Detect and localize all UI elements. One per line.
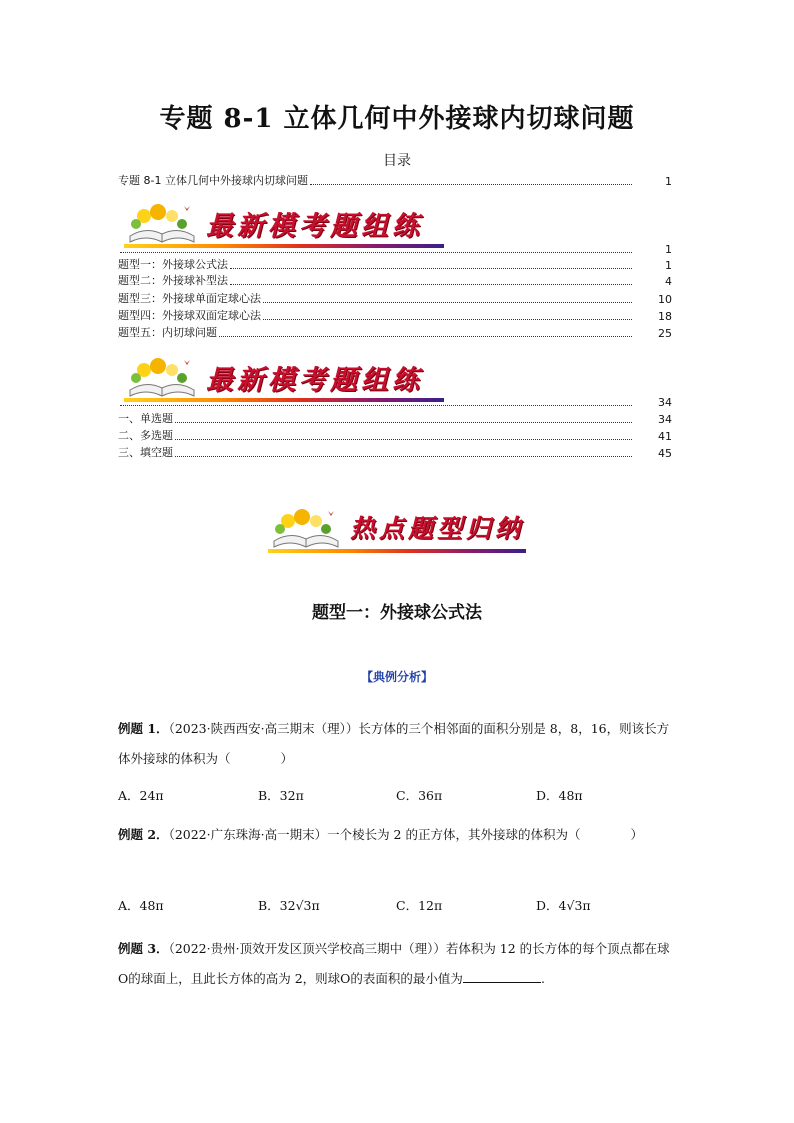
example-1 (118, 714, 678, 774)
banner-hot-types (268, 505, 530, 557)
toc-entry-title[interactable] (118, 172, 672, 188)
example-1-options (118, 786, 636, 804)
example-text: （2022·广东珠海·高一期末）一个棱长为 2 的正方体，其外接球的体积为（ ） (168, 827, 643, 842)
toc-leader (310, 184, 632, 185)
example-analysis-tag: 【典例分析】 (360, 670, 433, 684)
example-label: 例题 1． (118, 721, 169, 736)
toc-page-number: 1 (665, 243, 672, 256)
example-2-options (118, 896, 636, 914)
toc-entry-type4[interactable] (118, 307, 672, 323)
toc-page-number: 45 (658, 447, 672, 460)
gradient-underline (268, 549, 526, 553)
toc-page-number: 41 (658, 430, 672, 443)
toc-page-number: 34 (658, 396, 672, 409)
option-a[interactable]: A．24π (118, 788, 164, 803)
toc-entry-label: 二、多选题 (118, 429, 173, 442)
toc-leader (230, 268, 632, 269)
toc-entry-label: 三、填空题 (118, 446, 173, 459)
banner-text: 最新模考题组练 (206, 211, 423, 242)
toc-entry-banner1[interactable] (118, 240, 672, 256)
option-c[interactable]: C．12π (396, 898, 443, 913)
banner-text: 最新模考题组练 (206, 365, 423, 396)
toc-entry-label: 题型一：外接球公式法 (118, 258, 228, 271)
example-2 (118, 820, 678, 850)
toc-entry-fill-blank[interactable] (118, 444, 672, 460)
toc-page-number: 4 (665, 275, 672, 288)
toc-entry-type5[interactable] (118, 324, 672, 340)
example-text: （2022·贵州·顶效开发区顶兴学校高三期中（理））若体积为 12 的长方体的每个顶点都在球O的球面上，且此长方体的高为 2，则球O的表面积的最小值为 (118, 941, 670, 986)
toc-entry-multi-choice[interactable] (118, 427, 672, 443)
toc-leader (175, 456, 632, 457)
toc-leader (263, 302, 632, 303)
document-title: 专题 8-1 立体几何中外接球内切球问题 (159, 104, 635, 134)
option-d[interactable]: D．48π (536, 788, 583, 803)
toc-leader (120, 252, 632, 253)
option-c[interactable]: C．36π (396, 788, 443, 803)
toc-entry-label: 题型三：外接球单面定球心法 (118, 292, 261, 305)
toc-entry-label: 专题 8-1 立体几何中外接球内切球问题 (118, 174, 308, 187)
toc-entry-label: 题型二：外接球补型法 (118, 274, 228, 287)
option-d[interactable]: D．4√3π (536, 898, 591, 913)
answer-blank[interactable] (463, 982, 541, 983)
sentence-end: . (540, 971, 545, 986)
toc-leader (263, 319, 632, 320)
toc-page-number: 1 (665, 259, 672, 272)
option-a[interactable]: A．48π (118, 898, 164, 913)
toc-entry-single-choice[interactable] (118, 410, 672, 426)
section-title: 题型一：外接球公式法 (312, 603, 482, 623)
open-book-flower-icon (268, 507, 344, 551)
banner-text: 热点题型归纳 (350, 514, 525, 543)
toc-entry-label: 题型五：内切球问题 (118, 326, 217, 339)
toc-entry-label: 题型四：外接球双面定球心法 (118, 309, 261, 322)
toc-entry-banner2[interactable] (118, 393, 672, 409)
toc-entry-type2[interactable] (118, 272, 672, 288)
toc-page-number: 10 (658, 293, 672, 306)
example-text: （2023·陕西西安·高三期末（理））长方体的三个相邻面的面积分别是 8，8，16，则该长方体外接球的体积为（ ） (118, 721, 670, 766)
toc-leader (230, 284, 632, 285)
toc-leader (175, 439, 632, 440)
toc-entry-type3[interactable] (118, 290, 672, 306)
option-b[interactable]: B．32π (258, 788, 304, 803)
toc-leader (175, 422, 632, 423)
toc-leader (219, 336, 632, 337)
toc-leader (120, 405, 632, 406)
toc-page-number: 34 (658, 413, 672, 426)
toc-page-number: 1 (665, 175, 672, 188)
toc-entry-type1[interactable] (118, 256, 672, 272)
toc-page-number: 18 (658, 310, 672, 323)
toc-page-number: 25 (658, 327, 672, 340)
example-3 (118, 934, 678, 994)
toc-heading: 目录 (383, 153, 411, 169)
example-label: 例题 2． (118, 827, 169, 842)
option-b[interactable]: B．32√3π (258, 898, 320, 913)
example-label: 例题 3． (118, 941, 169, 956)
toc-entry-label: 一、单选题 (118, 412, 173, 425)
